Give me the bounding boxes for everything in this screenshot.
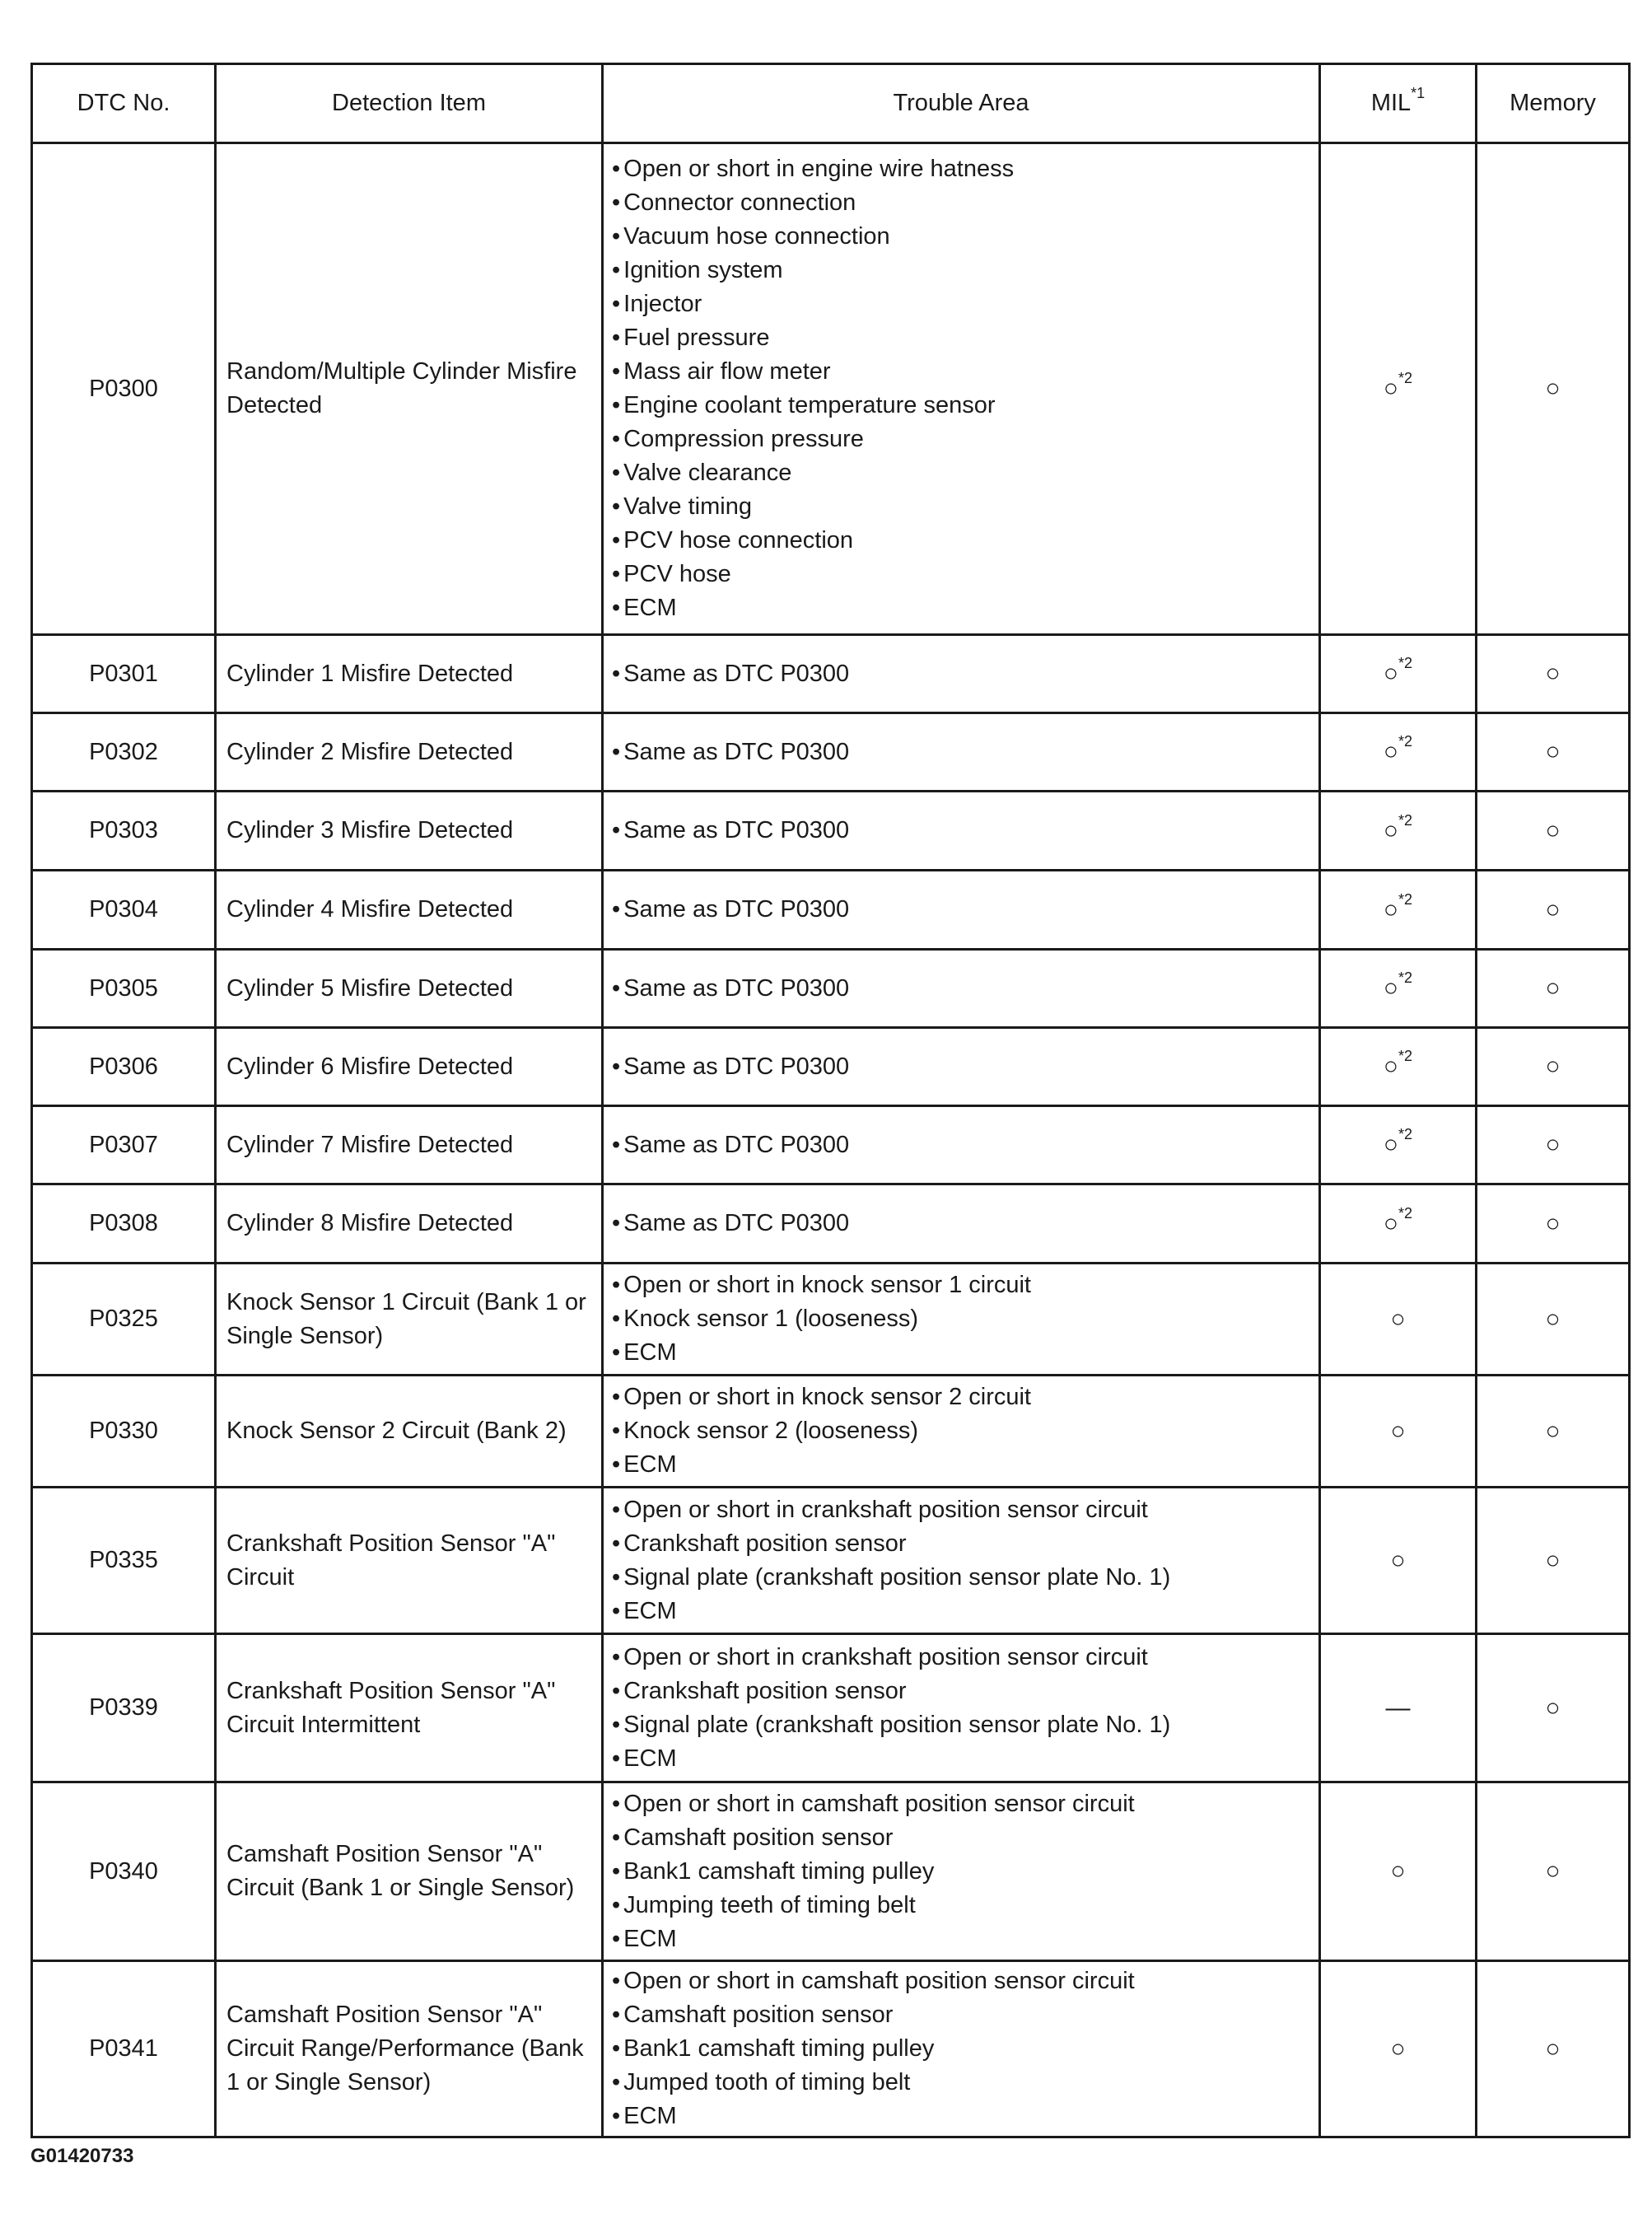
- detection-item: Cylinder 5 Misfire Detected: [216, 950, 603, 1028]
- trouble-area-item: • Jumping teeth of timing belt: [612, 1889, 1309, 1922]
- trouble-area-item: • Signal plate (crankshaft position sensor plate No. 1): [612, 1708, 1309, 1742]
- memory-indicator: ○: [1545, 1131, 1561, 1158]
- trouble-area: [603, 871, 1320, 950]
- memory-cell: [1477, 1961, 1630, 2137]
- memory-cell: [1477, 143, 1630, 635]
- mil-indicator: ○: [1383, 1053, 1399, 1080]
- dtc-code: P0341: [32, 1961, 216, 2137]
- table-row: [32, 1488, 1630, 1634]
- memory-indicator: ○: [1545, 1209, 1561, 1237]
- trouble-area-item: • Mass air flow meter: [612, 355, 1309, 389]
- mil-note: *2: [1398, 1126, 1413, 1142]
- trouble-area-item: • Valve clearance: [612, 456, 1309, 490]
- detection-item: Cylinder 1 Misfire Detected: [216, 635, 603, 713]
- trouble-area-item: • Crankshaft position sensor: [612, 1675, 1309, 1708]
- dtc-code: P0306: [32, 1028, 216, 1106]
- dtc-code: P0339: [32, 1634, 216, 1782]
- header-mil-label: MIL: [1370, 90, 1412, 116]
- memory-indicator: ○: [1545, 816, 1561, 844]
- trouble-area-item: • Same as DTC P0300: [612, 1207, 1309, 1240]
- detection-item: Knock Sensor 1 Circuit (Bank 1 or Single Sensor): [216, 1264, 603, 1376]
- trouble-area-item: • ECM: [612, 1922, 1309, 1956]
- detection-item: Camshaft Position Sensor "A" Circuit (Bank 1 or Single Sensor): [216, 1782, 603, 1961]
- table-row: [32, 635, 1630, 713]
- trouble-area: [603, 950, 1320, 1028]
- detection-item: Crankshaft Position Sensor "A" Circuit Intermittent: [216, 1634, 603, 1782]
- memory-indicator: ○: [1545, 895, 1561, 923]
- table-row: [32, 1961, 1630, 2137]
- detection-item: Cylinder 2 Misfire Detected: [216, 713, 603, 792]
- mil-cell: [1320, 1376, 1477, 1488]
- trouble-area-item: • Fuel pressure: [612, 321, 1309, 355]
- mil-note: *2: [1398, 811, 1413, 829]
- mil-cell: [1320, 1264, 1477, 1376]
- mil-indicator: ○: [1390, 1417, 1406, 1445]
- trouble-area-item: • Same as DTC P0300: [612, 1128, 1309, 1162]
- memory-cell: [1477, 1106, 1630, 1184]
- mil-indicator: —: [1385, 1693, 1411, 1721]
- memory-indicator: ○: [1545, 1546, 1561, 1574]
- mil-note: *2: [1398, 1048, 1413, 1064]
- table-row: [32, 143, 1630, 635]
- trouble-area-item: • Same as DTC P0300: [612, 893, 1309, 927]
- mil-cell: [1320, 1028, 1477, 1106]
- mil-indicator: ○: [1383, 1131, 1399, 1158]
- trouble-area: [603, 1376, 1320, 1488]
- mil-cell: [1320, 1184, 1477, 1264]
- detection-item: Cylinder 3 Misfire Detected: [216, 792, 603, 871]
- trouble-area-item: • PCV hose connection: [612, 524, 1309, 558]
- table-row: [32, 1782, 1630, 1961]
- dtc-code: P0301: [32, 635, 216, 713]
- trouble-area-item: • ECM: [612, 1336, 1309, 1370]
- trouble-area-item: • Knock sensor 1 (looseness): [612, 1302, 1309, 1336]
- trouble-area-item: • Open or short in knock sensor 2 circuit: [612, 1380, 1309, 1414]
- trouble-area-item: • Engine coolant temperature sensor: [612, 389, 1309, 423]
- trouble-area-item: • Open or short in crankshaft position sensor circuit: [612, 1641, 1309, 1675]
- dtc-code: P0307: [32, 1106, 216, 1184]
- mil-indicator: ○: [1383, 738, 1399, 765]
- mil-cell: [1320, 1961, 1477, 2137]
- table-row: [32, 792, 1630, 871]
- dtc-code: P0303: [32, 792, 216, 871]
- table-row: [32, 1634, 1630, 1782]
- mil-note: *2: [1398, 969, 1413, 986]
- table-body: [32, 143, 1630, 2137]
- trouble-area-item: • Bank1 camshaft timing pulley: [612, 2032, 1309, 2066]
- mil-cell: [1320, 713, 1477, 792]
- trouble-area-item: • Injector: [612, 287, 1309, 321]
- mil-indicator: ○: [1390, 2034, 1406, 2063]
- mil-cell: [1320, 1106, 1477, 1184]
- trouble-area: [603, 713, 1320, 792]
- memory-indicator: ○: [1545, 1857, 1561, 1885]
- memory-indicator: ○: [1545, 1305, 1561, 1333]
- mil-cell: [1320, 1488, 1477, 1634]
- trouble-area-item: • Same as DTC P0300: [612, 1050, 1309, 1084]
- trouble-area-item: • Bank1 camshaft timing pulley: [612, 1855, 1309, 1889]
- table-row: [32, 713, 1630, 792]
- mil-indicator: ○: [1383, 375, 1399, 402]
- trouble-area: [603, 1782, 1320, 1961]
- trouble-area: [603, 1184, 1320, 1264]
- mil-cell: [1320, 635, 1477, 713]
- header-detection-item: Detection Item: [216, 64, 603, 143]
- figure-code: G01420733: [30, 2145, 134, 2167]
- memory-cell: [1477, 1376, 1630, 1488]
- dtc-code: P0335: [32, 1488, 216, 1634]
- trouble-area: [603, 1028, 1320, 1106]
- memory-cell: [1477, 713, 1630, 792]
- trouble-area: [603, 1634, 1320, 1782]
- trouble-area-item: • Open or short in camshaft position sensor circuit: [612, 1787, 1309, 1821]
- detection-item: Cylinder 6 Misfire Detected: [216, 1028, 603, 1106]
- table-row: [32, 1106, 1630, 1184]
- dtc-code: P0340: [32, 1782, 216, 1961]
- mil-indicator: ○: [1390, 1546, 1406, 1574]
- memory-cell: [1477, 792, 1630, 871]
- memory-cell: [1477, 1782, 1630, 1961]
- trouble-area: [603, 1264, 1320, 1376]
- trouble-area-item: • Camshaft position sensor: [612, 1821, 1309, 1855]
- mil-indicator: ○: [1383, 660, 1399, 687]
- header-mil: [1320, 64, 1477, 143]
- mil-note: *2: [1398, 733, 1413, 750]
- header-memory: Memory: [1477, 64, 1630, 143]
- trouble-area-item: • ECM: [612, 1742, 1309, 1776]
- memory-indicator: ○: [1545, 2034, 1561, 2063]
- memory-indicator: ○: [1545, 660, 1561, 687]
- mil-indicator: ○: [1383, 974, 1399, 1002]
- mil-note: *2: [1398, 655, 1413, 671]
- dtc-code: P0325: [32, 1264, 216, 1376]
- dtc-table: [30, 63, 1631, 2138]
- dtc-code: P0308: [32, 1184, 216, 1264]
- detection-item: Cylinder 4 Misfire Detected: [216, 871, 603, 950]
- dtc-code: P0304: [32, 871, 216, 950]
- detection-item: Crankshaft Position Sensor "A" Circuit: [216, 1488, 603, 1634]
- header-dtc: DTC No.: [32, 64, 216, 143]
- mil-cell: [1320, 1782, 1477, 1961]
- memory-cell: [1477, 1488, 1630, 1634]
- memory-indicator: ○: [1545, 1053, 1561, 1080]
- detection-item: Camshaft Position Sensor "A" Circuit Range/Performance (Bank 1 or Single Sensor): [216, 1961, 603, 2137]
- trouble-area-item: • Connector connection: [612, 186, 1309, 220]
- mil-indicator: ○: [1383, 1209, 1399, 1237]
- trouble-area-item: • Camshaft position sensor: [612, 1998, 1309, 2032]
- mil-note: *2: [1398, 890, 1413, 908]
- mil-indicator: ○: [1390, 1857, 1406, 1885]
- trouble-area: [603, 792, 1320, 871]
- trouble-area-item: • Open or short in camshaft position sensor circuit: [612, 1964, 1309, 1998]
- memory-cell: [1477, 1264, 1630, 1376]
- trouble-area: [603, 635, 1320, 713]
- trouble-area-item: • Ignition system: [612, 254, 1309, 287]
- dtc-code: P0330: [32, 1376, 216, 1488]
- trouble-area-item: • Valve timing: [612, 490, 1309, 524]
- trouble-area-item: • Same as DTC P0300: [612, 657, 1309, 691]
- mil-note: *2: [1398, 370, 1413, 386]
- mil-cell: [1320, 871, 1477, 950]
- mil-indicator: ○: [1383, 895, 1399, 923]
- mil-cell: [1320, 1634, 1477, 1782]
- memory-cell: [1477, 1028, 1630, 1106]
- trouble-area-item: • Same as DTC P0300: [612, 972, 1309, 1006]
- mil-indicator: ○: [1383, 816, 1399, 844]
- memory-indicator: ○: [1545, 1693, 1561, 1721]
- trouble-area-item: • Crankshaft position sensor: [612, 1527, 1309, 1561]
- header-row: [32, 64, 1630, 143]
- detection-item: Cylinder 8 Misfire Detected: [216, 1184, 603, 1264]
- trouble-area-item: • Open or short in crankshaft position sensor circuit: [612, 1493, 1309, 1527]
- trouble-area-item: • Knock sensor 2 (looseness): [612, 1414, 1309, 1448]
- memory-indicator: ○: [1545, 1417, 1561, 1445]
- mil-cell: [1320, 950, 1477, 1028]
- header-mil-note: *1: [1411, 85, 1426, 101]
- trouble-area: [603, 1488, 1320, 1634]
- header-trouble-area: Trouble Area: [603, 64, 1320, 143]
- memory-indicator: ○: [1545, 375, 1561, 402]
- trouble-area-item: • Open or short in knock sensor 1 circuit: [612, 1268, 1309, 1302]
- mil-cell: [1320, 143, 1477, 635]
- trouble-area: [603, 1106, 1320, 1184]
- table-row: [32, 1028, 1630, 1106]
- memory-cell: [1477, 950, 1630, 1028]
- memory-cell: [1477, 1184, 1630, 1264]
- memory-indicator: ○: [1545, 974, 1561, 1002]
- detection-item: Random/Multiple Cylinder Misfire Detected: [216, 143, 603, 635]
- trouble-area-item: • ECM: [612, 1448, 1309, 1482]
- table-row: [32, 950, 1630, 1028]
- memory-cell: [1477, 635, 1630, 713]
- detection-item: Knock Sensor 2 Circuit (Bank 2): [216, 1376, 603, 1488]
- table-row: [32, 1264, 1630, 1376]
- table-row: [32, 871, 1630, 950]
- trouble-area: [603, 1961, 1320, 2137]
- memory-cell: [1477, 871, 1630, 950]
- table-row: [32, 1184, 1630, 1264]
- trouble-area-item: • Same as DTC P0300: [612, 736, 1309, 769]
- trouble-area-item: • ECM: [612, 591, 1309, 625]
- trouble-area-item: • Same as DTC P0300: [612, 814, 1309, 848]
- dtc-code: P0300: [32, 143, 216, 635]
- mil-note: *2: [1398, 1204, 1413, 1222]
- mil-cell: [1320, 792, 1477, 871]
- table-row: [32, 1376, 1630, 1488]
- trouble-area-item: • Jumped tooth of timing belt: [612, 2066, 1309, 2100]
- dtc-code: P0302: [32, 713, 216, 792]
- dtc-code: P0305: [32, 950, 216, 1028]
- trouble-area-item: • Compression pressure: [612, 423, 1309, 456]
- trouble-area-item: • Signal plate (crankshaft position sensor plate No. 1): [612, 1561, 1309, 1595]
- memory-cell: [1477, 1634, 1630, 1782]
- trouble-area-item: • Open or short in engine wire hatness: [612, 152, 1309, 186]
- trouble-area-item: • ECM: [612, 1595, 1309, 1628]
- trouble-area-item: • ECM: [612, 2100, 1309, 2133]
- detection-item: Cylinder 7 Misfire Detected: [216, 1106, 603, 1184]
- mil-indicator: ○: [1390, 1305, 1406, 1333]
- trouble-area-item: • PCV hose: [612, 558, 1309, 591]
- trouble-area: [603, 143, 1320, 635]
- memory-indicator: ○: [1545, 738, 1561, 765]
- trouble-area-item: • Vacuum hose connection: [612, 220, 1309, 254]
